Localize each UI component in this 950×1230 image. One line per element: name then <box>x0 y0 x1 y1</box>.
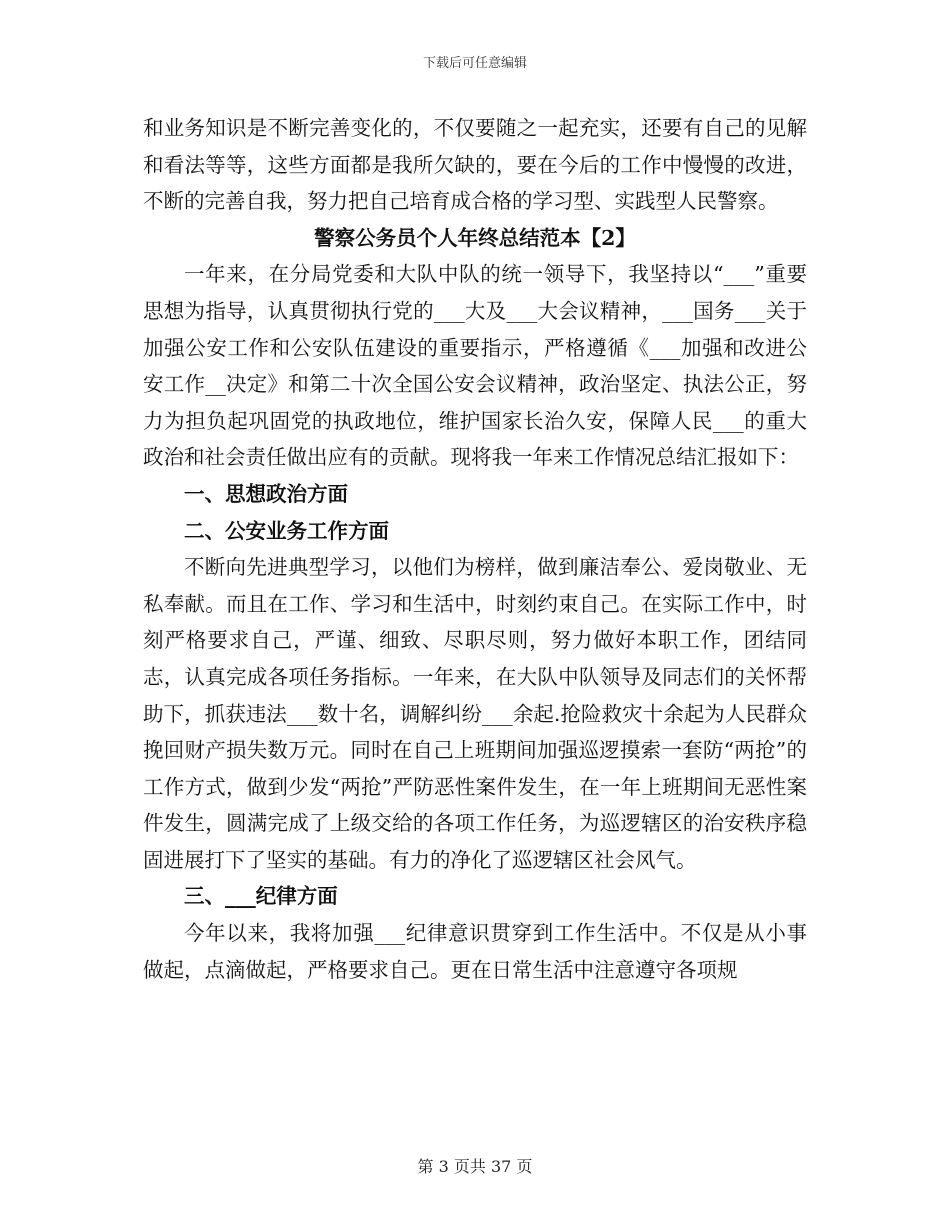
document-body <box>143 110 807 988</box>
page-number: 第 3 页共 37 页 <box>417 1157 533 1176</box>
section-title: 警察公务员个人年终总结范本【2】 <box>314 225 636 250</box>
police-work-paragraph: 不断向先进典型学习，以他们为榜样，做到廉洁奉公、爱岗敬业、无私奉献。而且在工作、学习和生活中，时刻约束自己。在实际工作中，时刻严格要求自己，严谨、细致、尽职尽则，努力做好本职工作，团结同志，认真完成各项任务指标。一年来，在大队中队领导及同志们的关怀帮助下，抓获违法___数十名，调解纠纷___余起.抢险救灾十余起为人民群众挽回财产损失数万元。同时在自己上班期间加强巡逻摸索一套防“两抢”的工作方式，做到少发“两抢”严防恶性案件发生，在一年上班期间无恶性案件发生，圆满完成了上级交给的各项工作任务，为巡逻辖区的治安秩序稳固进展打下了坚实的基础。有力的净化了巡逻辖区社会风气。 <box>143 555 807 872</box>
heading-police-work: 二、公安业务工作方面 <box>184 518 389 543</box>
heading-discipline: 三、___纪律方面 <box>184 884 338 909</box>
intro-paragraph: 和业务知识是不断完善变化的，不仅要随之一起充实，还要有自己的见解和看法等等，这些方面都是我所欠缺的，要在今后的工作中慢慢的改进，不断的完善自我，努力把自己培育成合格的学习型、实践型人民警察。 <box>143 116 807 214</box>
page-header-note: 下载后可任意编辑 <box>422 56 527 71</box>
heading-political-thought: 一、思想政治方面 <box>184 481 348 506</box>
discipline-paragraph: 今年以来，我将加强___纪律意识贯穿到工作生活中。不仅是从小事做起，点滴做起，严格要求自己。更在日常生活中注意遵守各项规 <box>143 921 807 982</box>
summary-paragraph: 一年来，在分局党委和大队中队的统一领导下，我坚持以“___”重要思想为指导，认真贯彻执行党的___大及___大会议精神，___国务___关于加强公安工作和公安队伍建设的重要指示，严格遵循《___加强和改进公安工作__决定》和第二十次全国公安会议精神，政治坚定、执法公正，努力为担负起巩固党的执政地位，维护国家长治久安，保障人民___的重大政治和社会责任做出应有的贡献。现将我一年来工作情况总结汇报如下： <box>143 262 807 470</box>
